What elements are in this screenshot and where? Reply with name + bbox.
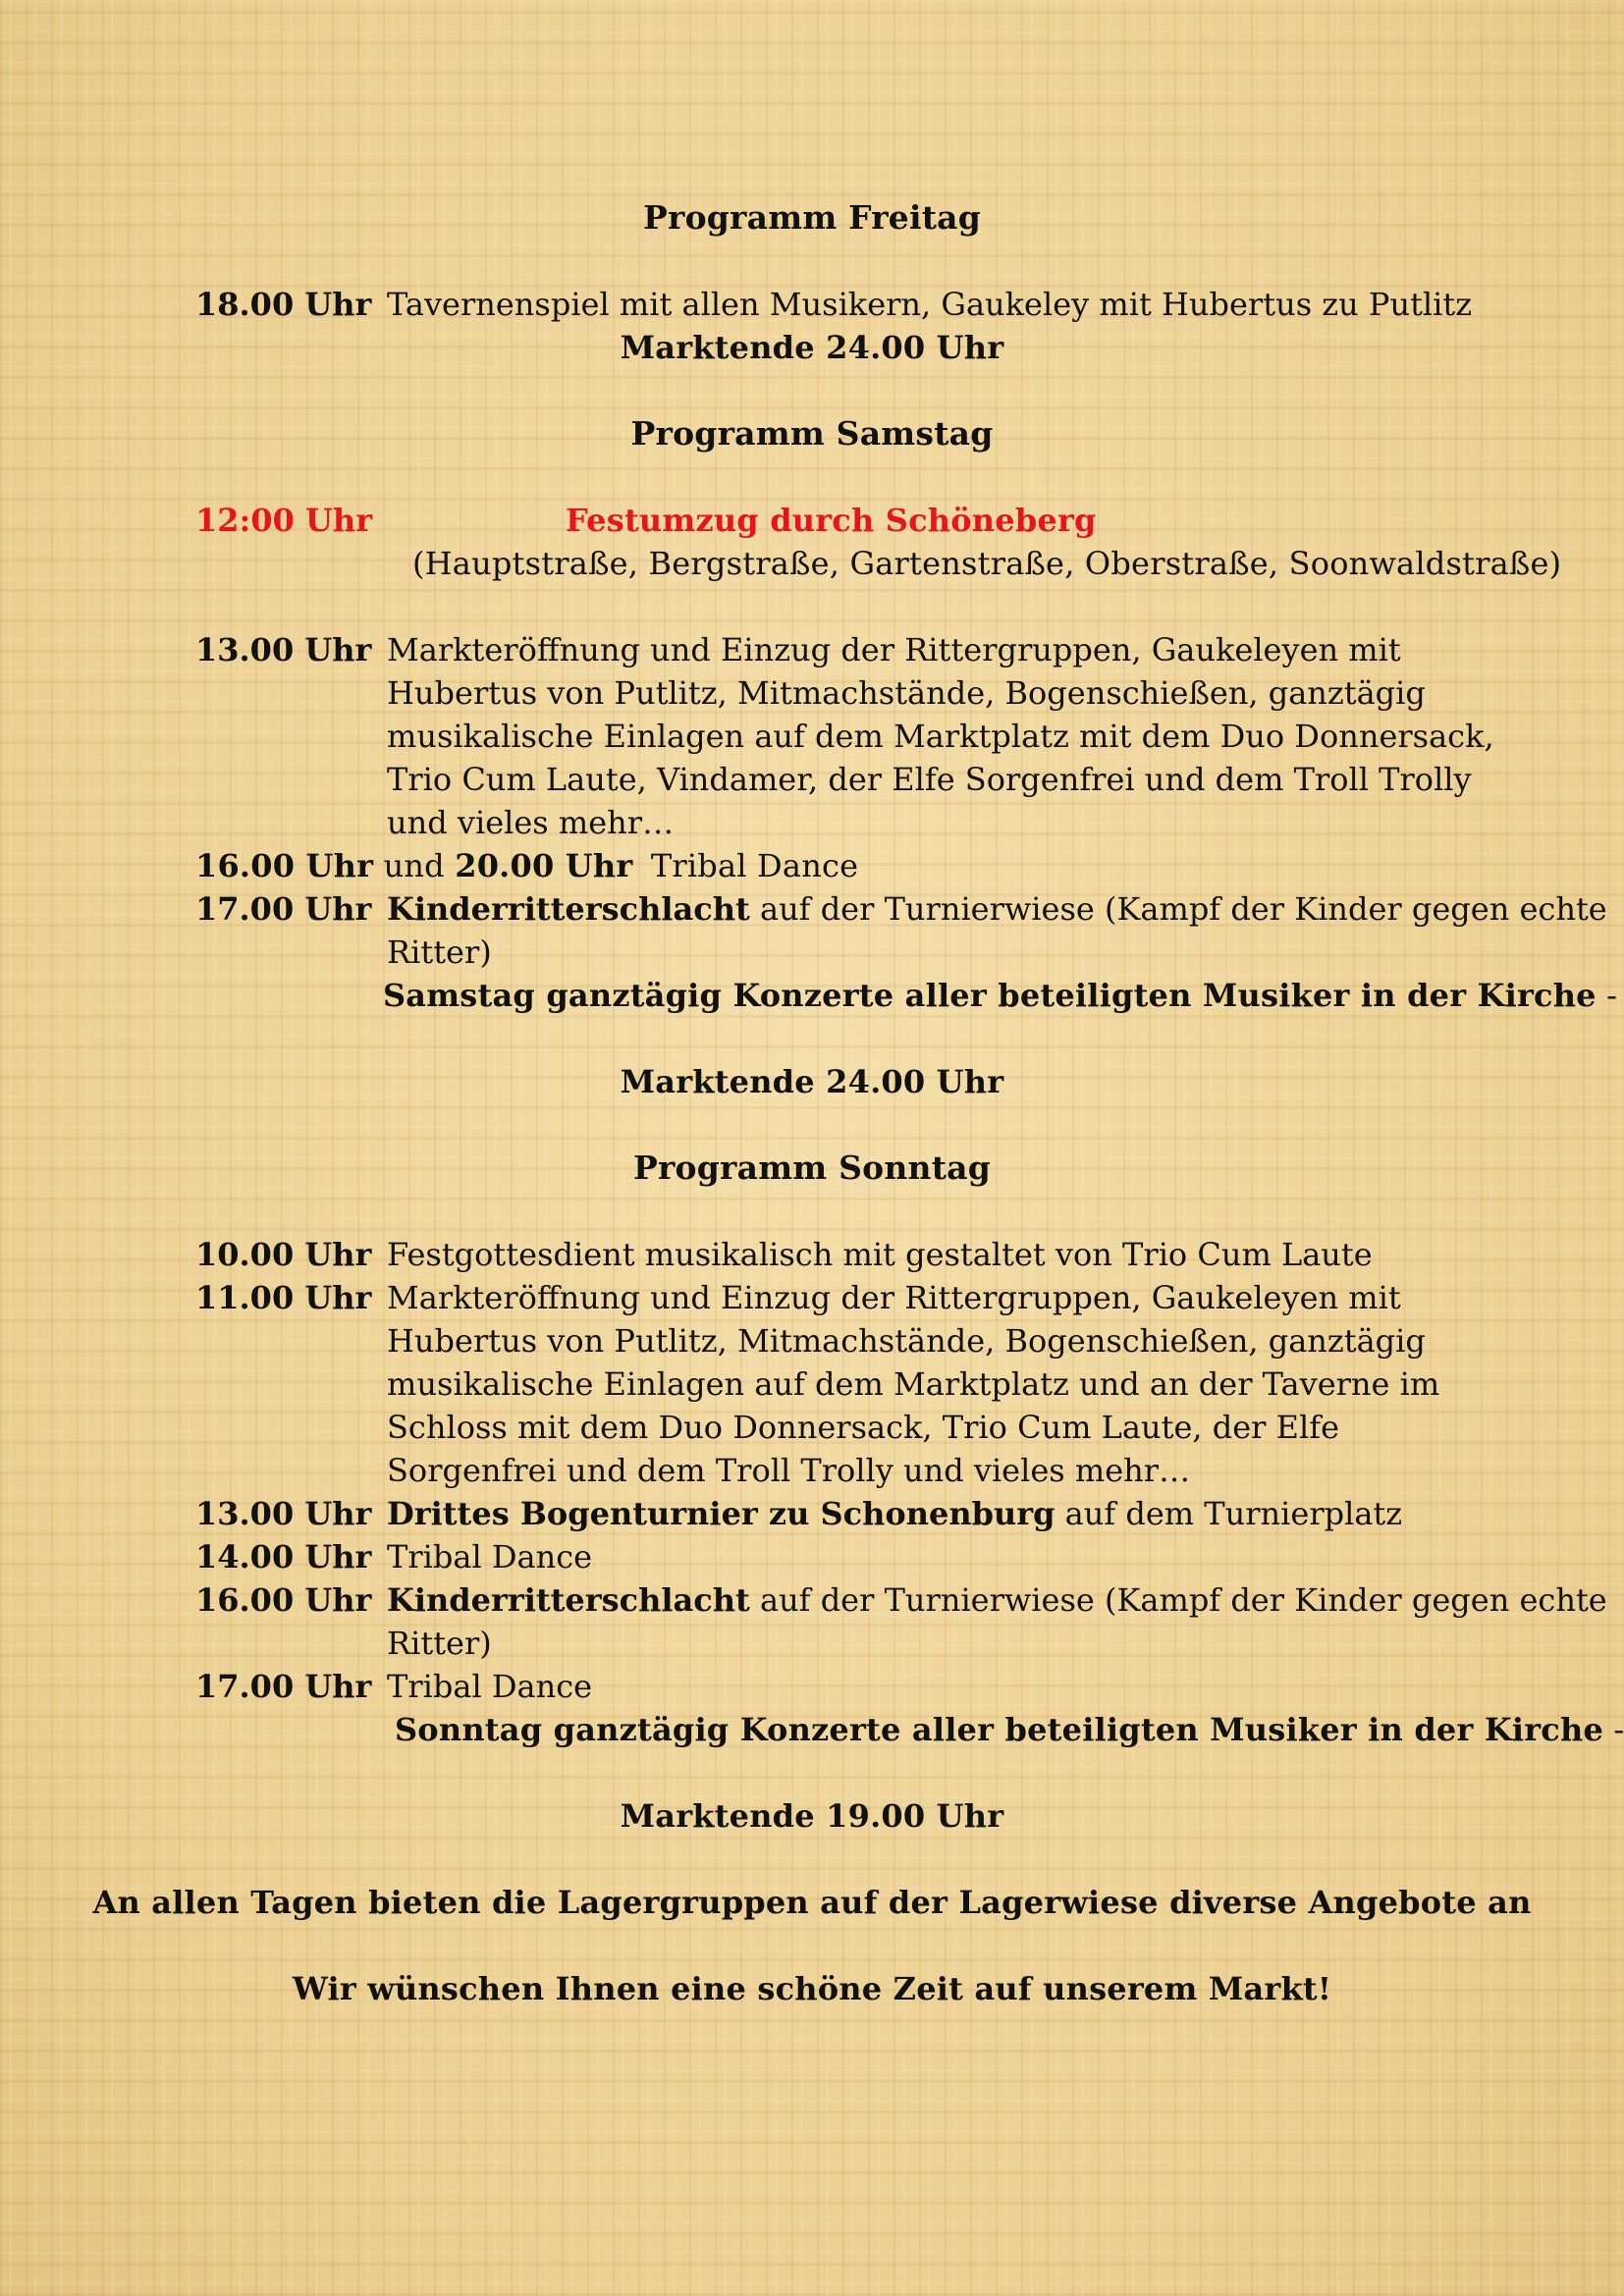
saturday-event-3-und: und bbox=[383, 847, 445, 884]
saturday-event-2-line: musikalische Einlagen auf dem Marktplatz mit dem Duo Donnersack, bbox=[387, 718, 1494, 755]
saturday-concert-text: Samstag ganztägig Konzerte aller beteiligten Musiker in der Kirche bbox=[383, 977, 1597, 1014]
sunday-event-1-time: 10.00 Uhr bbox=[195, 1236, 372, 1273]
saturday-event-4-time: 17.00 Uhr bbox=[195, 890, 372, 928]
saturday-parade-route: (Hauptstraße, Bergstraße, Gartenstraße, Oberstraße, Soonwaldstraße) bbox=[412, 545, 1562, 582]
sunday-event-2-line: Hubertus von Putlitz, Mitmachstände, Bogenschießen, ganztägig bbox=[387, 1322, 1426, 1360]
friday-heading: Programm Freitag bbox=[642, 198, 982, 237]
sunday-event-1-text: Festgottesdient musikalisch mit gestaltet von Trio Cum Laute bbox=[387, 1236, 1373, 1273]
closing-wish: Wir wünschen Ihnen eine schöne Zeit auf unserem Markt! bbox=[292, 1970, 1332, 2007]
sunday-event-2-line: musikalische Einlagen auf dem Marktplatz und an der Taverne im bbox=[387, 1365, 1440, 1403]
sunday-concert-text: Sonntag ganztägig Konzerte aller beteiligten Musiker in der Kirche bbox=[395, 1711, 1604, 1748]
saturday-event-2-line: Markteröffnung und Einzug der Rittergruppen, Gaukeleyen mit bbox=[387, 631, 1401, 668]
sunday-event-2-line: Sorgenfrei und dem Troll Trolly und vieles mehr… bbox=[387, 1452, 1191, 1489]
sunday-concert bbox=[395, 1708, 1624, 1751]
saturday-event-2-line: Hubertus von Putlitz, Mitmachstände, Bogenschießen, ganztägig bbox=[387, 674, 1426, 712]
sunday-event-3-time: 13.00 Uhr bbox=[195, 1495, 372, 1532]
sunday-kids-battle-title: Kinderritterschlacht bbox=[387, 1581, 750, 1619]
saturday-parade-title: Festumzug durch Schöneberg bbox=[566, 502, 1097, 539]
sunday-kids-battle-rest: auf der Turnierwiese (Kampf der Kinder gegen echte bbox=[759, 1581, 1607, 1619]
sunday-event-3-text bbox=[387, 1492, 1402, 1535]
saturday-event-4-line-2: Ritter) bbox=[387, 934, 492, 971]
saturday-event-3 bbox=[195, 844, 858, 887]
sunday-event-5-text bbox=[387, 1578, 1607, 1622]
saturday-parade-time: 12:00 Uhr bbox=[195, 502, 373, 539]
sunday-event-2-line: Schloss mit dem Duo Donnersack, Trio Cum Laute, der Elfe bbox=[387, 1409, 1340, 1446]
saturday-event-4-text bbox=[387, 887, 1607, 931]
friday-market-end: Marktende 24.00 Uhr bbox=[620, 329, 1004, 366]
sunday-event-6-text: Tribal Dance bbox=[387, 1668, 593, 1705]
sunday-event-6-time: 17.00 Uhr bbox=[195, 1668, 372, 1705]
saturday-heading: Programm Samstag bbox=[630, 414, 994, 453]
sunday-archery-title: Drittes Bogenturnier zu Schonenburg bbox=[387, 1495, 1056, 1532]
friday-event-1-text: Tavernenspiel mit allen Musikern, Gaukeley mit Hubertus zu Putlitz bbox=[387, 286, 1473, 323]
sunday-event-4-text: Tribal Dance bbox=[387, 1538, 593, 1575]
saturday-kids-battle-rest: auf der Turnierwiese (Kampf der Kinder gegen echte bbox=[759, 890, 1607, 928]
saturday-event-3-text: Tribal Dance bbox=[650, 847, 859, 884]
saturday-event-2-line: Trio Cum Laute, Vindamer, der Elfe Sorgenfrei und dem Troll Trolly bbox=[387, 761, 1472, 798]
sunday-market-end: Marktende 19.00 Uhr bbox=[620, 1797, 1004, 1835]
saturday-event-2-line: und vieles mehr… bbox=[387, 804, 675, 841]
sunday-event-5-time: 16.00 Uhr bbox=[195, 1581, 372, 1619]
saturday-event-3-time-b: 20.00 Uhr bbox=[455, 847, 633, 884]
saturday-concert bbox=[383, 974, 1617, 1017]
sunday-event-2-line: Markteröffnung und Einzug der Rittergruppen, Gaukeleyen mit bbox=[387, 1279, 1401, 1316]
sunday-event-4-time: 14.00 Uhr bbox=[195, 1538, 372, 1575]
saturday-market-end: Marktende 24.00 Uhr bbox=[620, 1063, 1004, 1100]
sunday-concert-dash: - bbox=[1613, 1711, 1624, 1748]
closing-camps-note: An allen Tagen bieten die Lagergruppen auf der Lagerwiese diverse Angebote an bbox=[92, 1884, 1532, 1921]
sunday-heading: Programm Sonntag bbox=[632, 1148, 992, 1187]
sunday-archery-rest: auf dem Turnierplatz bbox=[1064, 1495, 1403, 1532]
saturday-kids-battle-title: Kinderritterschlacht bbox=[387, 890, 750, 928]
sunday-event-5-line-2: Ritter) bbox=[387, 1625, 492, 1662]
saturday-concert-dash: - bbox=[1606, 977, 1618, 1014]
sunday-event-2-time: 11.00 Uhr bbox=[195, 1279, 372, 1316]
saturday-event-3-time-a: 16.00 Uhr bbox=[195, 847, 374, 884]
friday-event-1-time: 18.00 Uhr bbox=[195, 286, 372, 323]
saturday-event-2-time: 13.00 Uhr bbox=[195, 631, 372, 668]
